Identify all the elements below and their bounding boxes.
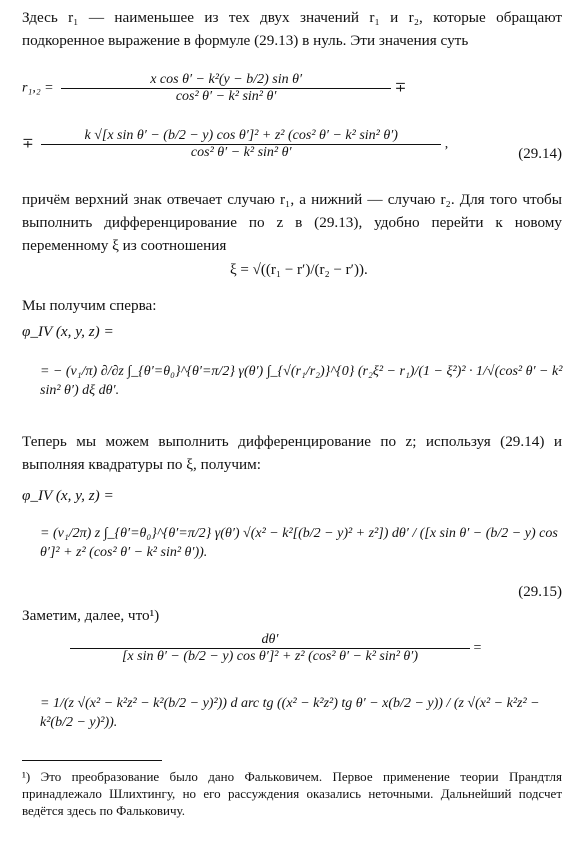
phi-2-rhs: = (v₁/2π) z ∫_{θ′=θ₀}^{θ′=π/2} γ(θ′) √(x² − k²[(b/2 − y)² + z²]) dθ′ / ([x sin θ′ − (b/2 − y) cos θ′]² + z² (cos² θ′ − k² sin² θ′)). bbox=[40, 526, 558, 560]
eq14-mp: ∓ bbox=[22, 136, 34, 152]
phi-2-lhs: φ_IV (x, y, z) = bbox=[22, 487, 114, 504]
footnote: ¹) Это преобразование было дано Фальковичем. Первое применение теории Прандтля принадлежало Шлихтингу, но его рассуждения оказались неточными. Дальнейший подсчет ведётся здесь по Фальковичу. bbox=[22, 769, 562, 818]
equation-xi: ξ = √((r₁ − r′)/(r₂ − r′)). bbox=[230, 262, 368, 278]
eq16-denominator: [x sin θ′ − (b/2 − y) cos θ′]² + z² (cos² θ′ − k² sin² θ′) bbox=[121, 649, 419, 664]
equation-tag-29-15: (29.15) bbox=[518, 584, 562, 600]
eq14-lhs: r₁,₂ = bbox=[22, 80, 54, 96]
phi-1-lhs: φ_IV (x, y, z) = bbox=[22, 323, 114, 340]
equation-transform-lhs: $\frac{d\theta'}{\text{[x sin θ′ − (b/2 − y) cos θ′]² + z² (cos² θ′ − k² sin² θ′)}}$ = bbox=[70, 632, 481, 665]
eq14-pm: ∓ bbox=[394, 80, 407, 96]
equation-transform-rhs: = 1/(z √(x² − k²z² − k²(b/2 − y)²)) d arc tg ((x² − k²z²) tg θ′ − x(b/2 − y)) / (z √(x² − k²z² − k²(b/2 − y)²)). bbox=[40, 696, 540, 730]
paragraph-2: причём верхний знак отвечает случаю r₁, а нижний — случаю r₂. Для того чтобы выполнить дифференцирование по z в (29.13), удобно перейти к новому переменному ξ из соотношения bbox=[22, 191, 562, 254]
eq16-numerator: dθ′ bbox=[70, 632, 470, 649]
eq14-denominator-1: cos² θ′ − k² sin² θ′ bbox=[175, 89, 277, 104]
equation-29-14-part2: ∓ k √[x sin θ′ − (b/2 − y) cos θ′]² + z² (cos² θ′ − k² sin² θ′) cos² θ′ − k² sin² θ′ , bbox=[22, 128, 449, 160]
paragraph-3: Мы получим сперва: bbox=[22, 297, 157, 314]
equation-tag-29-14: (29.14) bbox=[518, 146, 562, 162]
paragraph-1: Здесь r₁ — наименьшее из тех двух значений r₁ и r₂, которые обращают подкоренное выражение в формуле (29.13) в нуль. Эти значения суть bbox=[22, 9, 562, 49]
eq14-denominator-2: cos² θ′ − k² sin² θ′ bbox=[190, 145, 292, 160]
phi-1-rhs: = − (v₁/π) ∂/∂z ∫_{θ′=θ₀}^{θ′=π/2} γ(θ′) ∫_{√(r₁/r₂)}^{0} (r₂ξ² − r₁)/(1 − ξ²)² · 1/√(cos² θ′ − k² sin² θ′) dξ dθ′. bbox=[40, 364, 563, 398]
footnote-rule bbox=[22, 760, 162, 761]
paragraph-5: Заметим, далее, что¹) bbox=[22, 607, 160, 624]
paragraph-4: Теперь мы можем выполнить дифференцирование по z; используя (29.14) и выполняя квадратуры по ξ, получим: bbox=[22, 433, 562, 473]
eq14-numerator-2: k √[x sin θ′ − (b/2 − y) cos θ′]² + z² (cos² θ′ − k² sin² θ′) bbox=[41, 128, 441, 145]
eq14-numerator-1: x cos θ′ − k²(y − b/2) sin θ′ bbox=[61, 72, 391, 89]
equation-29-14-part1 bbox=[22, 72, 406, 105]
